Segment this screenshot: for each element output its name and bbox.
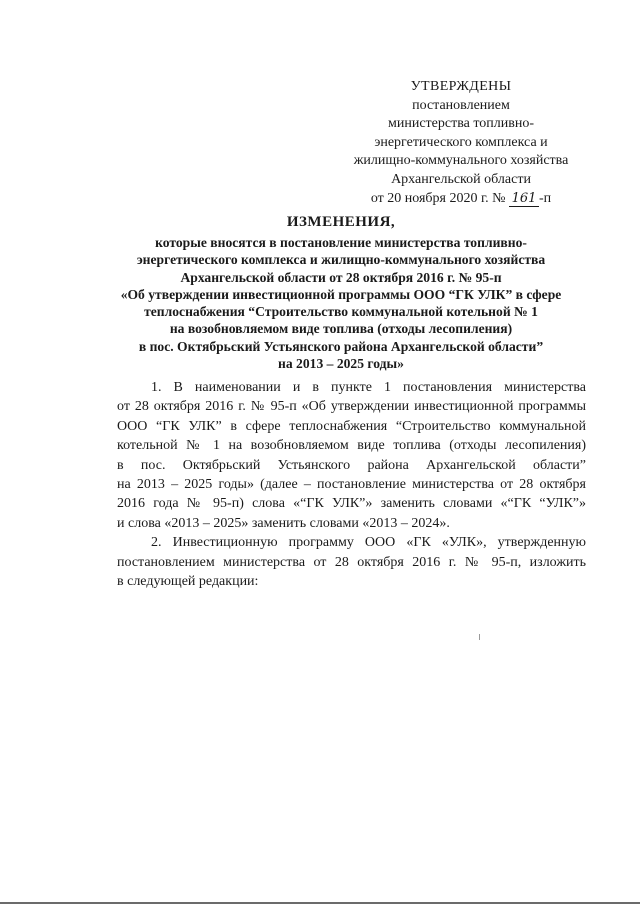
paragraph-line: от 28 октября 2016 г. № 95-п «Об утверждении инвестиционной программы [117, 399, 586, 415]
approval-date-line [330, 190, 592, 209]
handwritten-document-number: 161 [509, 192, 539, 207]
document-title: ИЗМЕНЕНИЯ, [286, 214, 396, 230]
scan-artifact-mark [479, 634, 480, 640]
document-body [117, 378, 586, 591]
paragraph-line: 1. В наименовании и в пункте 1 постановления министерства [151, 380, 586, 395]
paragraph-1 [117, 378, 586, 533]
paragraph-line: и слова «2013 – 2025» заменить словами «2013 – 2024». [117, 515, 450, 531]
paragraph-line: постановлением министерства от 28 октября 2016 г. № 95-п, изложить [117, 554, 586, 570]
title-subline: Архангельской области от 28 октября 2016 г. № 95-п [180, 269, 502, 285]
paragraph-line: в следующей редакции: [117, 574, 259, 590]
approval-line: жилищно-коммунального хозяйства [353, 153, 569, 169]
paragraph-line: на 2013 – 2025 годы» (далее – постановление министерства от 28 октября [117, 477, 586, 493]
scan-bottom-edge [0, 902, 640, 904]
paragraph-line: в пос. Октябрьский Устьянского района Архангельской области” [117, 457, 586, 473]
title-subline: на возобновляемом виде топлива (отходы лесопиления) [169, 321, 513, 337]
document-title-block [80, 212, 602, 372]
approval-number-suffix: -п [539, 190, 552, 206]
approval-heading: УТВЕРЖДЕНЫ [410, 79, 512, 94]
approval-date-prefix: от 20 ноября 2020 г. № [370, 190, 506, 206]
paragraph-line: 2. Инвестиционную программу ООО «ГК «УЛК», утвержденную [151, 535, 586, 551]
paragraph-line: ООО “ГК УЛК” в сфере теплоснабжения “Строительство коммунальной [117, 418, 586, 434]
approval-line: министерства топливно- [387, 116, 535, 132]
title-subline: теплоснабжения “Строительство коммунальной котельной № 1 [144, 304, 538, 320]
paragraph-line: котельной № 1 на возобновляемом виде топлива (отходы лесопиления) [117, 438, 586, 454]
title-subline: в пос. Октябрьский Устьянского района Архангельской области” [138, 338, 544, 354]
approval-line: Архангельской области [391, 171, 531, 187]
paragraph-line: 2016 года № 95-п) слова «“ГК УЛК”» заменить словами «“ГК “УЛК”» [117, 496, 586, 512]
approval-stamp-block [330, 78, 592, 208]
title-subline: энергетического комплекса и жилищно-коммунального хозяйства [136, 252, 546, 268]
title-subline: которые вносятся в постановление министерства топливно- [155, 235, 527, 250]
approval-line: энергетического комплекса и [374, 134, 548, 150]
title-subline: «Об утверждении инвестиционной программы ООО “ГК УЛК” в сфере [120, 286, 562, 302]
approval-line: постановлением [412, 97, 510, 113]
title-subline: на 2013 – 2025 годы» [278, 356, 404, 372]
paragraph-2 [117, 533, 586, 591]
